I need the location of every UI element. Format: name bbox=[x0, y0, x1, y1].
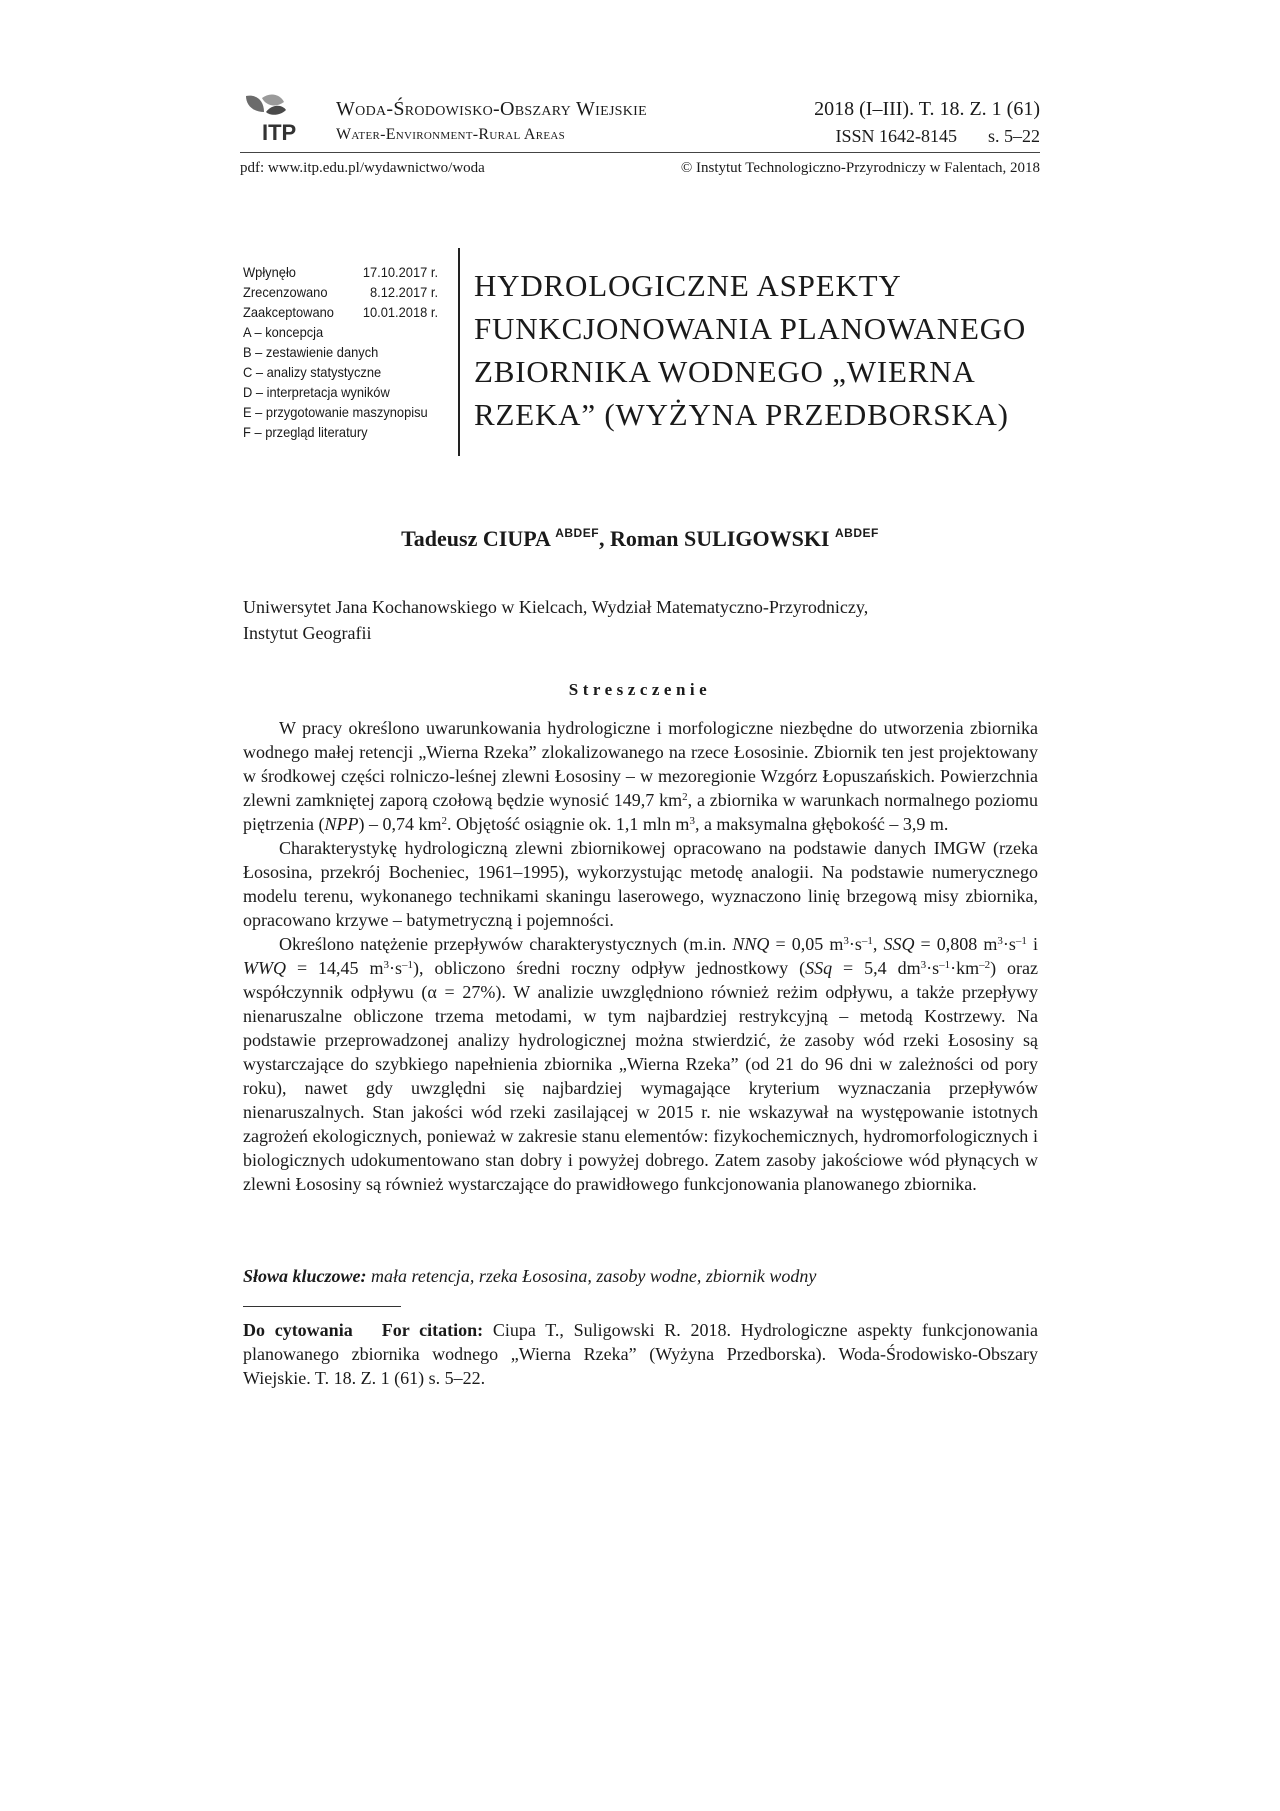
affiliation-line: Instytut Geografii bbox=[243, 623, 372, 643]
journal-title-pl: Woda-Środowisko-Obszary Wiejskie bbox=[336, 98, 647, 120]
authors bbox=[0, 526, 1280, 552]
title-line: ZBIORNIKA WODNEGO „WIERNA bbox=[474, 354, 976, 389]
article-title bbox=[474, 264, 1054, 436]
date-label: Zaakceptowano bbox=[243, 304, 334, 320]
author-separator: , bbox=[599, 526, 605, 551]
abstract-heading: Streszczenie bbox=[568, 680, 712, 699]
title-line: FUNKCJONOWANIA PLANOWANEGO bbox=[474, 311, 1027, 346]
date-value: 8.12.2017 r. bbox=[370, 284, 439, 300]
abstract-paragraph: W pracy określono uwarunkowania hydrologiczne i morfologiczne niezbędne do utworzenia zbiornika wodnego małej retencji „Wierna Rzeka” zlokalizowanego na rzece Łososinie. Zbiornik ten jest projektowany w środkowej części rolniczo-leśnej zlewni Łososiny – w mezoregionie Wzgórz Łopuszańskich. Powierzchnia zlewni zamkniętej zaporą czołową będzie wynosić 149,7 $km^2$, a zbiornika w warunkach normalnego poziomu piętrzenia (NPP) – 0,74 $km^2$. Objętość osiągnie ok. 1,1 mln $m^3$, a maksymalna głębokość – 3,9 m. bbox=[243, 718, 1038, 834]
page-range: s. 5–22 bbox=[987, 126, 1040, 146]
role-item: C – analizy statystyczne bbox=[243, 364, 382, 380]
abstract bbox=[243, 716, 1038, 1196]
date-value: 10.01.2018 r. bbox=[362, 304, 439, 320]
author-roles: ABDEF bbox=[835, 526, 879, 540]
editorial-meta bbox=[243, 262, 438, 442]
footnote-rule bbox=[243, 1306, 401, 1307]
role-item: B – zestawienie danych bbox=[243, 344, 379, 360]
date-reviewed bbox=[243, 282, 438, 302]
keywords-text: mała retencja, rzeka Łososina, zasoby wodne, zbiornik wodny bbox=[366, 1266, 817, 1286]
role-item: F – przegląd literatury bbox=[243, 424, 368, 440]
abstract-paragraph: Charakterystykę hydrologiczną zlewni zbiornikowej opracowano na podstawie danych IMGW (rzeka Łososina, przekrój Bocheniec, 1961–1995), wykorzystując metodę analogii. Na podstawie numerycznego modelu terenu, wykonanego technikami skaningu laserowego, wyznaczono linię brzegową misy zbiornika, opracowano krzywe – batymetryczną i pojemności. bbox=[243, 838, 1038, 930]
author-roles: ABDEF bbox=[555, 526, 600, 540]
keywords bbox=[243, 1266, 1038, 1287]
date-label: Zrecenzowano bbox=[243, 284, 328, 300]
meta-divider bbox=[458, 248, 460, 456]
date-accepted bbox=[243, 302, 438, 322]
citation-label: Do cytowania For citation: bbox=[243, 1320, 484, 1340]
keywords-label: Słowa kluczowe: bbox=[243, 1266, 367, 1286]
header-rule bbox=[240, 152, 1040, 153]
citation-text: Ciupa T., Suligowski R. 2018. Hydrologiczne aspekty funkcjonowania planowanego zbiornika wodnego „Wierna Rzeka” (Wyżyna Przedborska). Woda-Środowisko-Obszary Wiejskie. T. 18. Z. 1 (61) s. 5–22. bbox=[243, 1320, 1039, 1388]
pdf-link[interactable]: pdf: www.itp.edu.pl/wydawnictwo/woda bbox=[240, 160, 485, 176]
date-value: 17.10.2017 r. bbox=[362, 264, 439, 280]
citation bbox=[243, 1318, 1038, 1390]
affiliation bbox=[243, 594, 1043, 646]
abstract-paragraph: Określono natężenie przepływów charakterystycznych (m.in. NNQ = 0,05 $m^3\cdot s^{-1}$, SSQ = 0,808 $m^3\cdot s^{-1}$ i WWQ = 14,45 $m^3\cdot s^{-1}$), obliczono średni roczny odpływ jednostkowy (SSq = 5,4 $dm^3\cdot s^{-1}\cdot km^{-2}$) oraz współczynnik odpływu (α = 27%). W analizie uwzględniono również reżim odpływu, a także przepływy nienaruszalne obliczone trzema metodami, w tym najbardziej restrykcyjną – metodą Kostrzewy. Na podstawie przeprowadzonej analizy hydrologicznej można stwierdzić, że zasoby wód rzeki Łososiny są wystarczające do szybkiego napełnienia zbiornika „Wierna Rzeka” (od 21 do 96 dni w zależności od pory roku), nawet gdy uwzględni się najbardziej wymagające kryterium wyznaczania przepływów nienaruszalnych. Stan jakości wód rzeki zasilającej w 2015 r. nie wskazywał na występowanie istotnych zagrożeń ekologicznych, ponieważ w zakresie stanu elementów: fizykochemicznych, hydromorfologicznych i biologicznych udokumentowano stan dobry i powyżej dobrego. Zatem zasoby jakościowe wód płynących w zlewni Łososiny są również wystarczające do prawidłowego funkcjonowania planowanego zbiornika. bbox=[243, 934, 1039, 1194]
affiliation-line: Uniwersytet Jana Kochanowskiego w Kielcach, Wydział Matematyczno-Przyrodniczy, bbox=[243, 597, 869, 617]
date-received bbox=[243, 262, 438, 282]
date-label: Wpłynęło bbox=[243, 264, 296, 280]
itp-logo bbox=[240, 92, 320, 144]
volume-info: 2018 (I–III). T. 18. Z. 1 (61) bbox=[814, 98, 1040, 120]
role-item: D – interpretacja wyników bbox=[243, 384, 390, 400]
role-item: A – koncepcja bbox=[243, 324, 324, 340]
title-line: RZEKA” (WYŻYNA PRZEDBORSKA) bbox=[474, 397, 1009, 432]
logo-text: ITP bbox=[262, 120, 297, 144]
copyright: © Instytut Technologiczno-Przyrodniczy w Falentach, 2018 bbox=[680, 160, 1040, 176]
issn: ISSN 1642-8145 bbox=[835, 126, 957, 146]
issn-pages bbox=[835, 126, 1040, 147]
journal-title-en: Water-Environment-Rural Areas bbox=[336, 126, 566, 143]
title-line: HYDROLOGICZNE ASPEKTY bbox=[474, 268, 902, 303]
author-name: Roman SULIGOWSKI bbox=[610, 526, 830, 551]
role-item: E – przygotowanie maszynopisu bbox=[243, 404, 428, 420]
author-name: Tadeusz CIUPA bbox=[401, 526, 550, 551]
